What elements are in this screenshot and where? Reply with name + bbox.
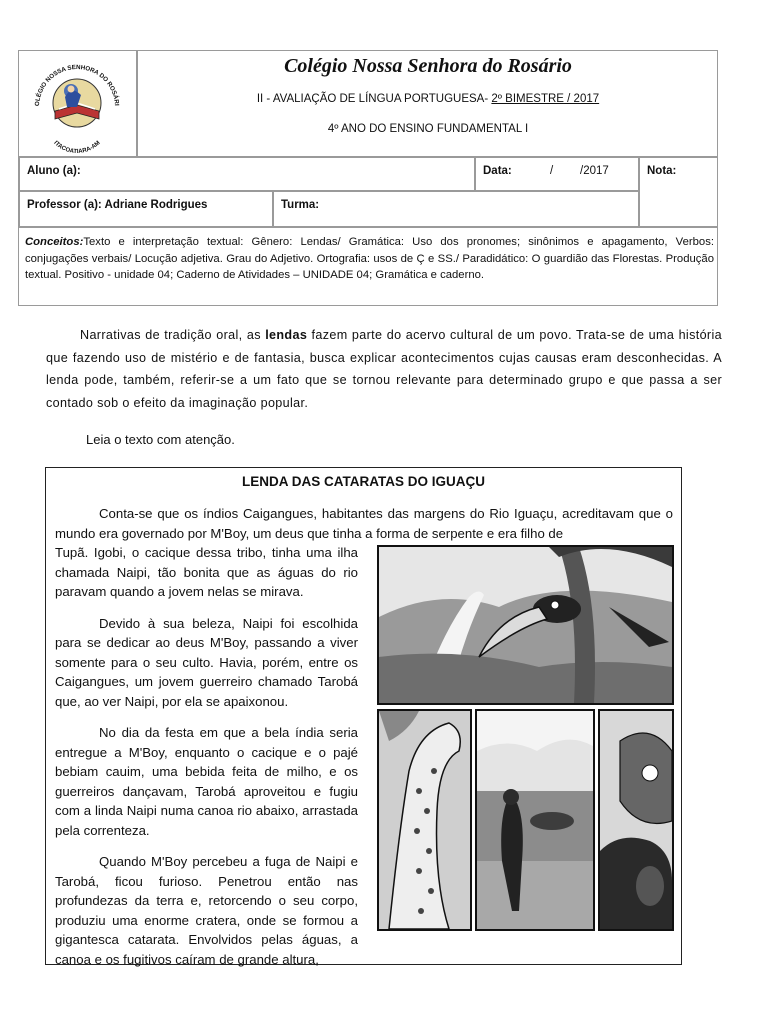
concepts-cell <box>19 227 718 306</box>
illustration-girl-panel <box>475 709 595 931</box>
school-name: Colégio Nossa Senhora do Rosário <box>284 55 572 77</box>
grade-field[interactable] <box>639 157 718 227</box>
story-paragraph-1-cont: Tupã. Igobi, o cacique dessa tribo, tinha uma ilha chamada Naipi, tão bonita que as águas do rio paravam quando a jovem nelas se mirava. <box>55 545 358 599</box>
intro-text-2: fazem parte do acervo cultural de um povo. Trata-se de uma história que fazendo uso de mistério e de fantasia, busca explicar acontecimentos cujas causas eram desconhecidas. A lenda pode, também, referir-se a um fato que se tornou relevante para determinado grupo e que passa a ser contado sob o efeito da imaginação popular. <box>46 328 722 410</box>
exam-title <box>138 93 718 105</box>
story-paragraph-2: Devido à sua beleza, Naipi foi escolhida para se dedicar ao deus M'Boy, passando a viver somente para o seu culto. Havia, porém, entre os Caigangues, um jovem guerreiro chamado Tarobá que, ao ver Naipi, por ela se apaixonou. <box>55 615 358 709</box>
story-box <box>45 467 682 965</box>
exam-bimester: 2º BIMESTRE / 2017 <box>491 93 600 105</box>
class-field[interactable] <box>273 191 639 227</box>
grade-label: Nota: <box>647 165 677 177</box>
intro-bold-word: lendas <box>265 328 308 342</box>
illustration-face-panel <box>598 709 674 931</box>
date-label: Data: <box>483 165 512 177</box>
logo-cell <box>19 51 137 157</box>
story-column <box>55 543 358 969</box>
concepts-body: Texto e interpretação textual: Gênero: Lendas/ Gramática: Uso dos pronomes; sinônimos e apagamento, Verbos: conjugações verbais/ Locução adjetiva. Grau do Adjetivo. Ortografia: usos de Ç e SS./ Paradidático: O guardião das Florestas. Produção textual. Positivo - unidade 04; Caderno de Atividades – UNIDADE 04; Gramática e caderno. <box>25 236 714 281</box>
concepts-text <box>25 234 714 284</box>
header-table <box>18 50 718 306</box>
reading-instruction: Leia o texto com atenção. <box>86 432 235 447</box>
illustration-toucan-panel <box>377 545 674 705</box>
story-paragraph-3: No dia da festa em que a bela índia seria entregue a M'Boy, enquanto o cacique e o pajé bebiam cauim, uma bebida feita de milho, e os guerreiros dançavam, Tarobá aproveitou e fugiu com a linda Naipi numa canoa rio abaixo, arrastada pela correnteza. <box>55 725 358 838</box>
intro-paragraph <box>46 324 722 414</box>
teacher-field <box>19 191 273 227</box>
class-label: Turma: <box>281 199 320 211</box>
date-year: /2017 <box>580 165 609 177</box>
svg-text:ITACOATIARA-AM: ITACOATIARA-AM <box>52 140 102 155</box>
story-paragraph-4: Quando M'Boy percebeu a fuga de Naipi e Tarobá, ficou furioso. Penetrou então nas profundezas da terra e, retorcendo o seu corpo, produziu uma enorme cratera, onde se formou a gigantesca catarata. Envolvidos pelas águas, a canoa e os fugitivos caíram de grande altura, <box>55 854 358 967</box>
grade-level: 4º ANO DO ENSINO FUNDAMENTAL I <box>327 123 529 135</box>
date-field[interactable] <box>475 157 639 191</box>
story-paragraph-1: Conta-se que os índios Caigangues, habitantes das margens do Rio Iguaçu, acreditavam que o mundo era governado por M'Boy, um deus que tinha a forma de serpente e era filho de <box>55 506 673 541</box>
school-logo <box>19 51 135 155</box>
teacher-label: Professor (a): Adriane Rodrigues <box>27 199 208 211</box>
concepts-label: Conceitos: <box>25 236 84 248</box>
date-slash: / <box>550 165 554 177</box>
exam-prefix: II - AVALIAÇÃO DE LÍNGUA PORTUGUESA- <box>256 93 492 105</box>
illustration-serpent-panel <box>377 709 472 931</box>
story-title: LENDA DAS CATARATAS DO IGUAÇU <box>242 474 485 489</box>
student-name-field[interactable] <box>19 157 475 191</box>
title-cell <box>137 51 718 157</box>
svg-text:COLÉGIO NOSSA SENHORA DO ROSÁR: OLÉGIO NOSSA SENHORA DO ROSÁRI <box>33 63 120 107</box>
intro-text-1: Narrativas de tradição oral, as <box>80 328 266 342</box>
student-label: Aluno (a): <box>27 165 81 177</box>
